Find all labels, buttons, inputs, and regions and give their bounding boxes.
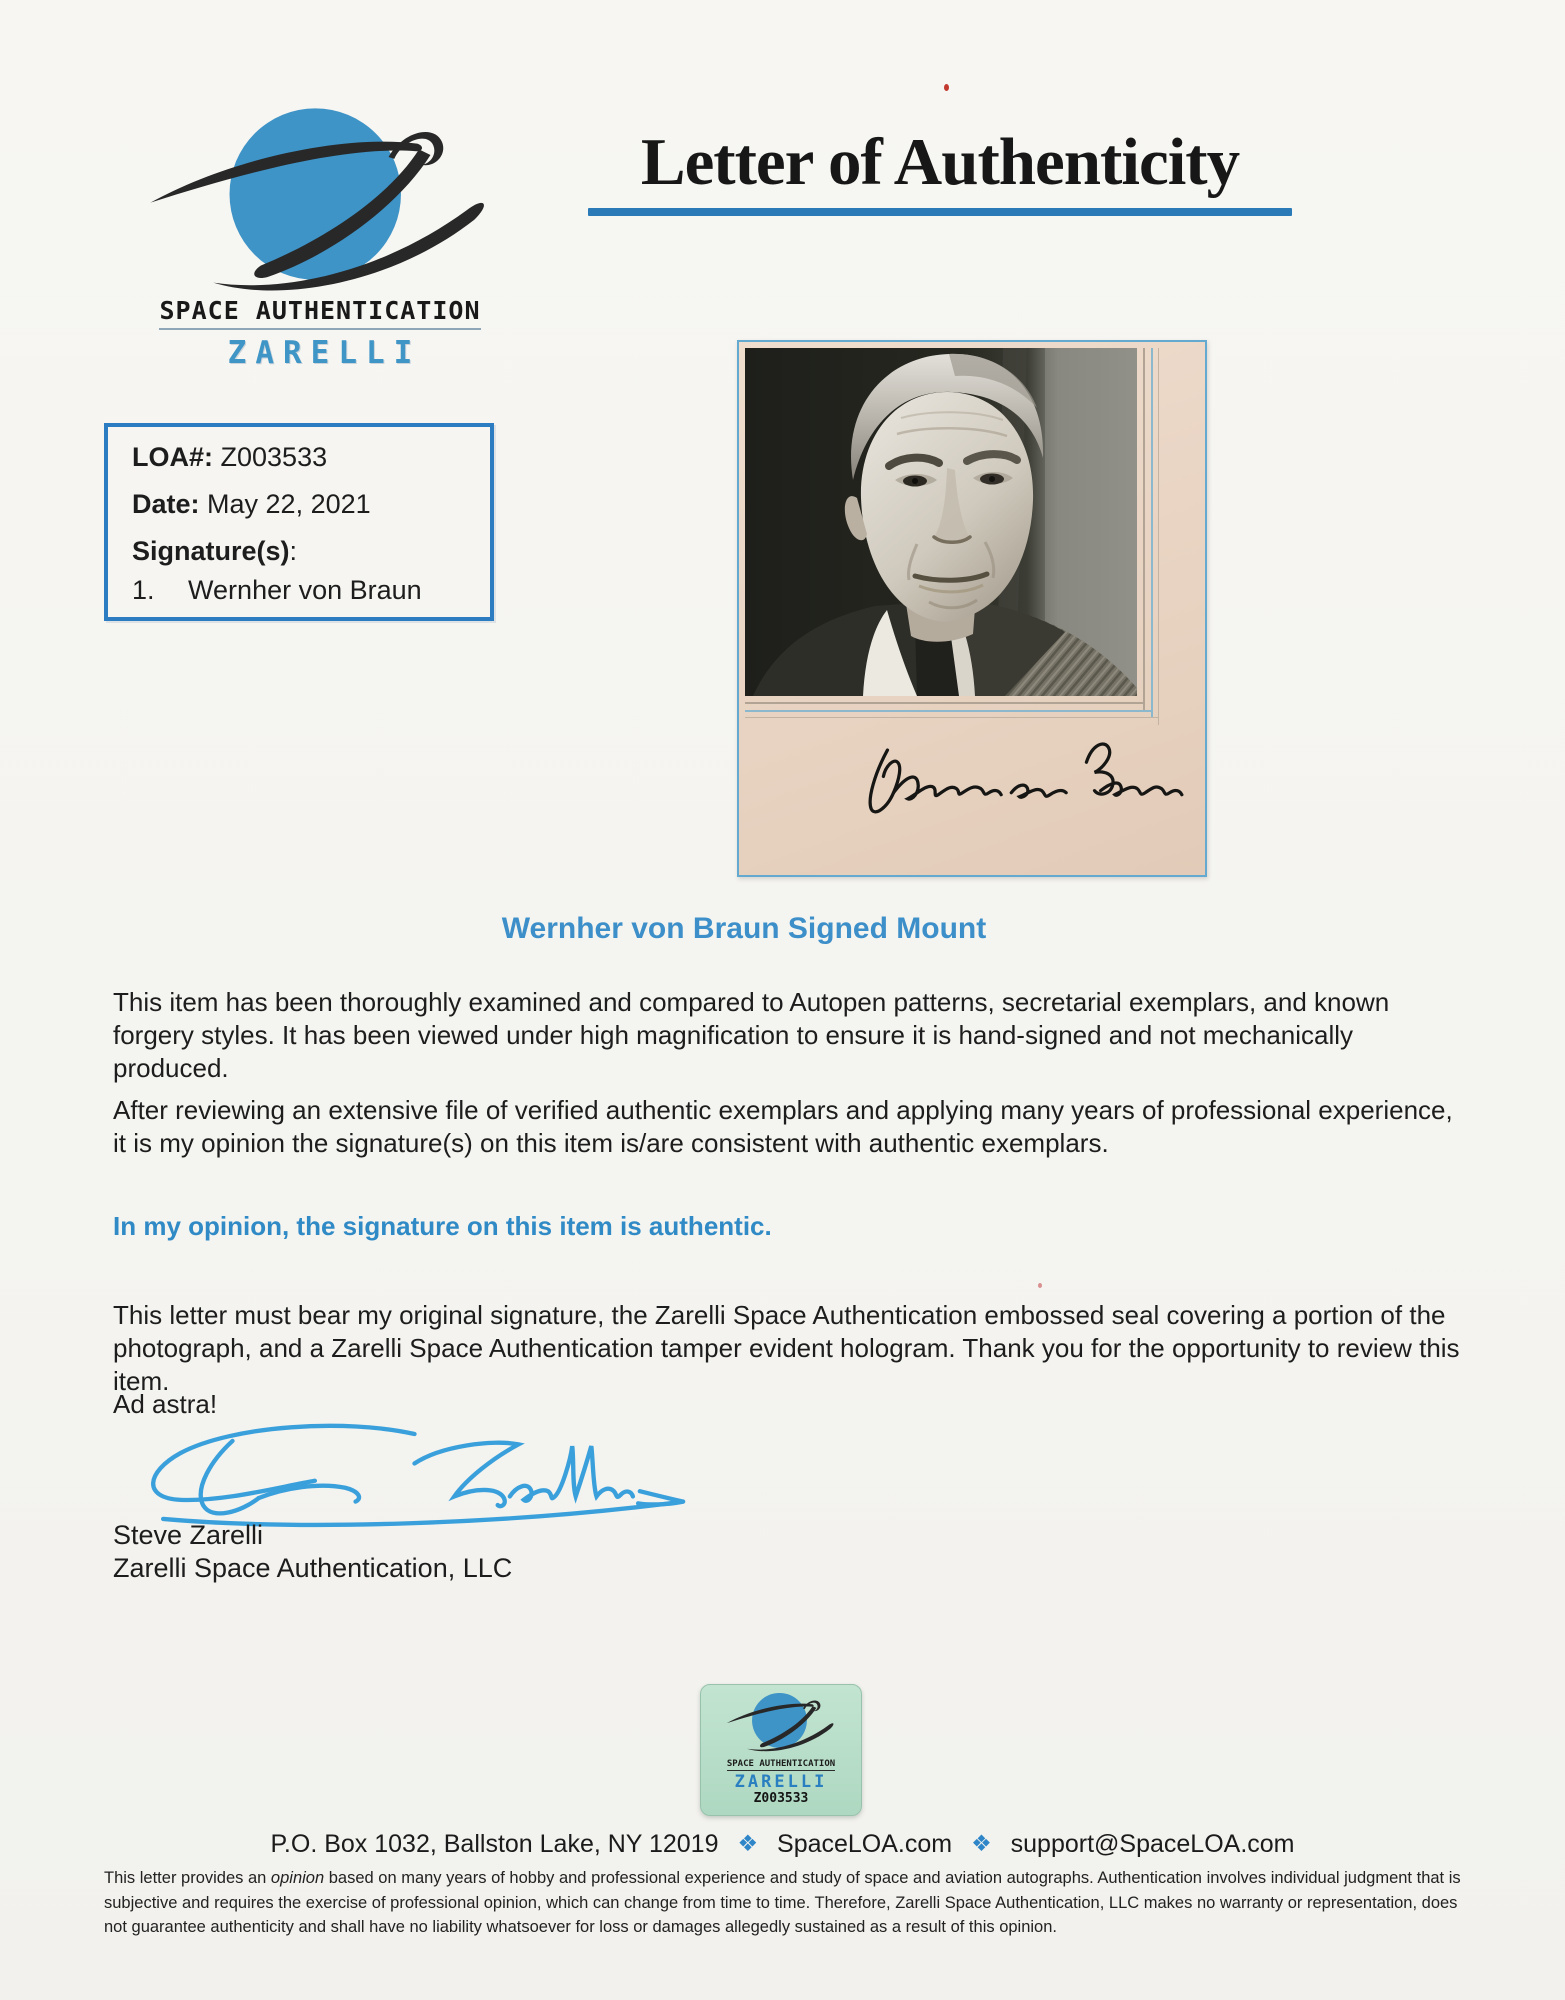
zarelli-planet-logo-icon [130,96,510,296]
signature-item-name: Wernher von Braun [188,575,422,605]
item-title: Wernher von Braun Signed Mount [501,912,987,945]
loa-number-row [132,444,482,471]
zarelli-planet-logo-icon [722,1689,840,1753]
company-logo-block [128,96,512,371]
portrait-photo-image [745,348,1137,696]
logo-company-line: SPACE AUTHENTICATION [159,296,480,330]
scan-speck [944,84,949,91]
paragraph-security-features: This letter must bear my original signature, the Zarelli Space Authentication embossed seal covering a portion of the photograph, and a Zarelli Space Authentication tamper evident hologram. Thank you for the opportunity to review this item. [113,1300,1460,1396]
page-title: Letter of Authenticity [640,125,1240,199]
sticker-brand-name: ZARELLI [734,1772,828,1792]
mat-pinstripe [1143,348,1145,710]
diamond-separator-icon: ❖ [971,1830,992,1856]
closing-salutation: Ad astra! [113,1389,218,1419]
sticker-serial-number: Z003533 [753,1791,809,1806]
loa-number-label: LOA#: [132,442,213,472]
portrait-photo [745,348,1137,696]
title-block [588,122,1292,216]
disclaimer-text-pre: This letter provides an [104,1869,271,1887]
von-braun-autograph [857,730,1192,830]
title-underline [588,208,1292,216]
mat-pinstripe [745,710,1153,712]
signature-list-item [132,577,482,604]
footer-email: support@SpaceLOA.com [1010,1830,1295,1858]
loa-date-row [132,491,482,518]
signatures-colon: : [289,536,298,566]
footer-address: P.O. Box 1032, Ballston Lake, NY 12019 [270,1830,719,1858]
scan-speck [1038,1283,1042,1288]
sticker-company-line: SPACE AUTHENTICATION [726,1759,836,1769]
loa-date-label: Date: [132,489,200,519]
footer-contact-line [0,1830,1565,1859]
signatures-label: Signature(s) [132,536,290,566]
loa-date-value: May 22, 2021 [207,489,371,519]
opinion-statement: In my opinion, the signature on this item is authentic. [113,1211,772,1241]
loa-signatures-row [132,538,482,565]
logo-brand-name: ZARELLI [227,335,422,371]
paragraph-examination: This item has been thoroughly examined and compared to Autopen patterns, secretarial exemplars, and known forgery styles. It has been viewed under high magnification to ensure it is hand-signed and not mechanically produced. [113,987,1390,1083]
signer-name: Steve Zarelli [113,1520,264,1550]
steve-zarelli-autograph [82,1408,747,1538]
loa-number-value: Z003533 [220,442,328,472]
hologram-sticker [700,1684,862,1816]
mat-pinstripe [1158,348,1159,725]
disclaimer-text-post: based on many years of hobby and professional experience and study of space and aviation autographs. Authentication involves individual judgment that is subjective and requires the exercise of professional opinion, which can change from time to time. Therefore, Zarelli Space Authentication, LLC makes no warranty or representation, does not guarantee authenticity and shall have no liability whatsoever for loss or damages allegedly sustained as a result of this opinion. [104,1869,1461,1936]
signer-company: Zarelli Space Authentication, LLC [113,1553,513,1583]
mat-pinstripe [745,702,1145,704]
mat-pinstripe [1151,348,1153,718]
disclaimer-opinion-word: opinion [270,1869,325,1887]
mat-pinstripe [745,717,1159,718]
diamond-separator-icon: ❖ [737,1830,759,1856]
legal-disclaimer [104,1866,1466,1940]
signed-photo-mount [737,340,1207,877]
paragraph-exemplars: After reviewing an extensive file of verified authentic exemplars and applying many years of professional experience, it is my opinion the signature(s) on this item is/are consistent with authentic exemplars. [113,1095,1453,1158]
footer-website: SpaceLOA.com [777,1830,953,1858]
signature-item-number: 1. [132,575,155,605]
loa-details-box [104,423,494,621]
